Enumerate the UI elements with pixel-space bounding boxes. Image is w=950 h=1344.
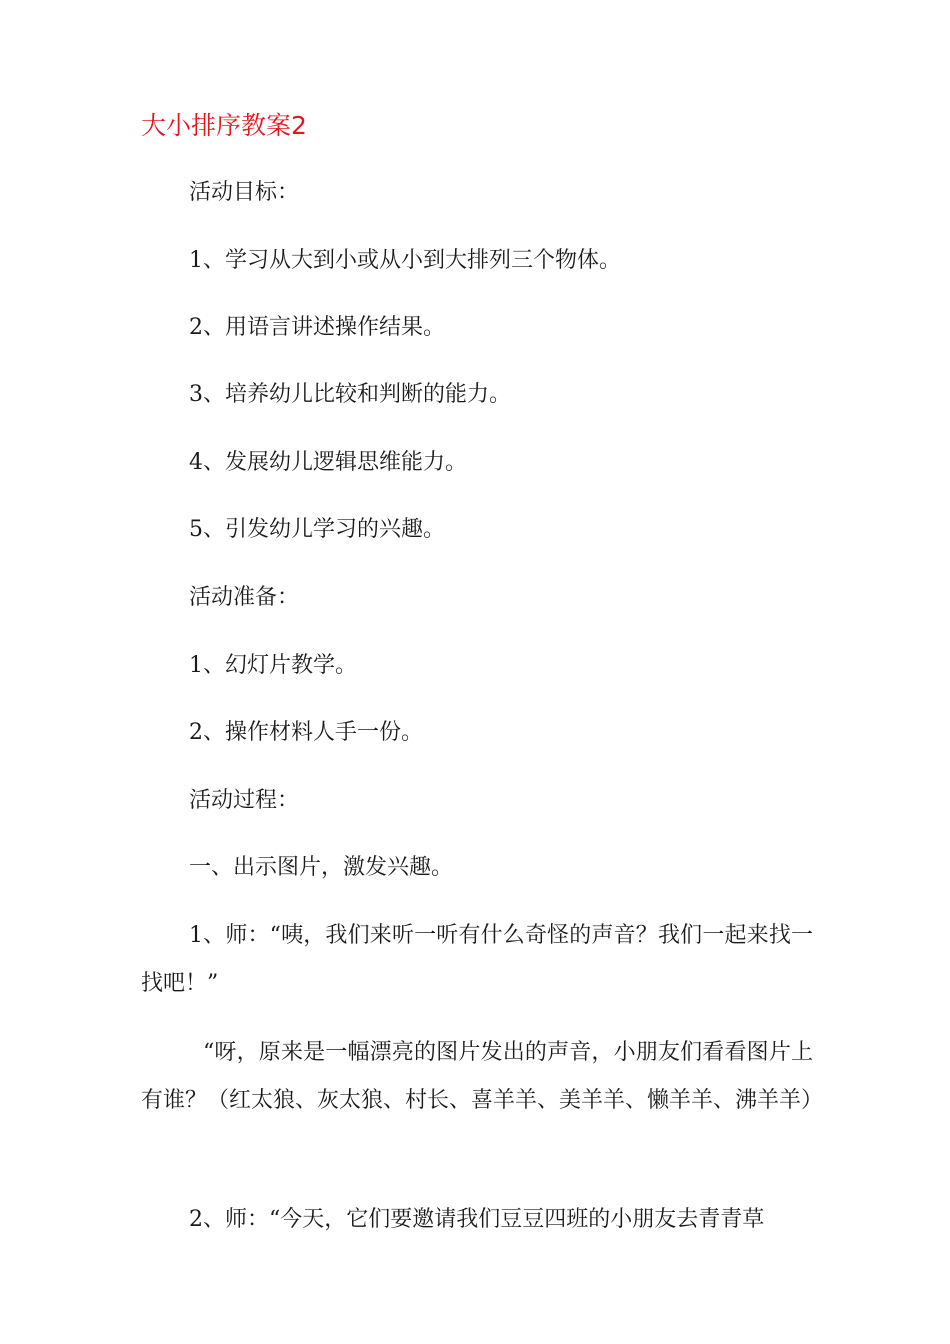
goal-item-4: 4、发展幼儿逻辑思维能力。: [189, 450, 467, 475]
prep-item-1: 1、幻灯片教学。: [189, 653, 357, 678]
process-step-1-heading: 一、出示图片，激发兴趣。: [189, 855, 454, 880]
goal-item-1: 1、学习从大到小或从小到大排列三个物体。: [189, 248, 621, 273]
goal-heading: 活动目标：: [189, 180, 300, 205]
teacher-paragraph-1-continued: “呀，原来是一幅漂亮的图片发出的声音，小朋友们看看图片上有谁？（红太狼、灰太狼、村长、喜羊羊、美羊羊、懒羊羊、沸羊羊）: [141, 1040, 824, 1113]
goal-item-2: 2、用语言讲述操作结果。: [189, 315, 445, 340]
teacher-paragraph-1: 1、师：“咦，我们来听一听有什么奇怪的声音？我们一起来找一找吧！”: [141, 923, 813, 996]
goal-item-5: 5、引发幼儿学习的兴趣。: [189, 517, 445, 542]
goal-item-3: 3、培养幼儿比较和判断的能力。: [189, 382, 511, 407]
document-title: 大小排序教案2: [141, 111, 307, 140]
teacher-paragraph-2: 2、师：“今天，它们要邀请我们豆豆四班的小朋友去青青草: [189, 1207, 765, 1232]
prep-heading: 活动准备：: [189, 585, 300, 610]
prep-item-2: 2、操作材料人手一份。: [189, 720, 423, 745]
process-heading: 活动过程：: [189, 788, 300, 813]
